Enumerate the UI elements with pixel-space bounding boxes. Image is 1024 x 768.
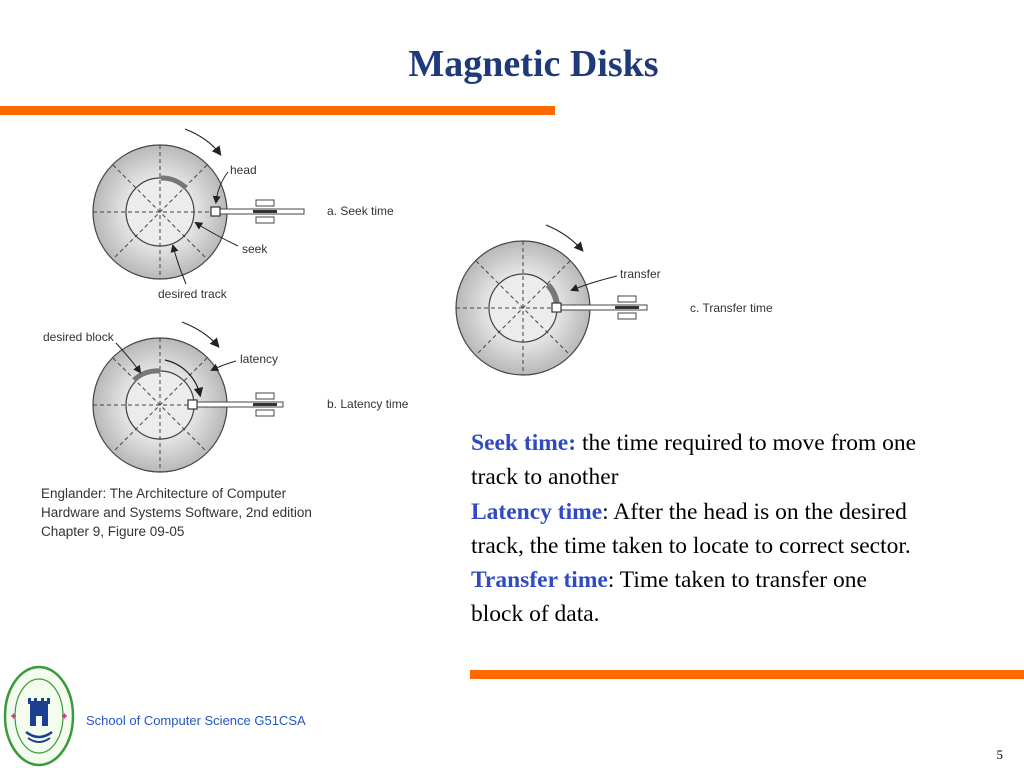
term-transfer-time: Transfer time [471, 567, 608, 594]
definition-text: : Time taken to transfer one block of data. [471, 567, 867, 628]
label-transfer: transfer [620, 267, 661, 281]
definition-text: the time required to move from one track to another [471, 430, 917, 491]
label-seek-time: a. Seek time [327, 204, 394, 218]
slide-title: Magnetic Disks [408, 43, 659, 85]
label-seek: seek [242, 242, 268, 256]
figure-caption [41, 484, 312, 541]
label-latency: latency [240, 352, 279, 366]
bottom-divider [470, 670, 1024, 679]
label-desired-block: desired block [43, 330, 114, 344]
definition-transfer-time [471, 563, 921, 632]
term-seek-time: Seek time: [471, 430, 577, 456]
term-latency-time: Latency time [471, 498, 603, 525]
page-number: 5 [996, 747, 1003, 762]
disk-latency [43, 322, 409, 472]
disk-seek [93, 129, 394, 301]
label-latency-time: b. Latency time [327, 397, 409, 411]
label-desired-track: desired track [158, 287, 227, 301]
definitions [471, 426, 921, 632]
definition-seek-time [471, 426, 921, 495]
disk-transfer [456, 225, 773, 375]
university-crest-logo [2, 664, 76, 768]
label-transfer-time: c. Transfer time [690, 301, 773, 315]
label-head: head [230, 163, 257, 177]
caption-line: Chapter 9, Figure 09-05 [41, 524, 185, 539]
caption-line: Hardware and Systems Software, 2nd edition [41, 505, 312, 520]
definition-latency-time [471, 495, 921, 564]
definition-text: : After the head is on the desired track, the time taken to locate to correct sector. [471, 498, 911, 559]
caption-line: Englander: The Architecture of Computer [41, 486, 287, 501]
footer-school: School of Computer Science G51CSA [86, 713, 306, 728]
